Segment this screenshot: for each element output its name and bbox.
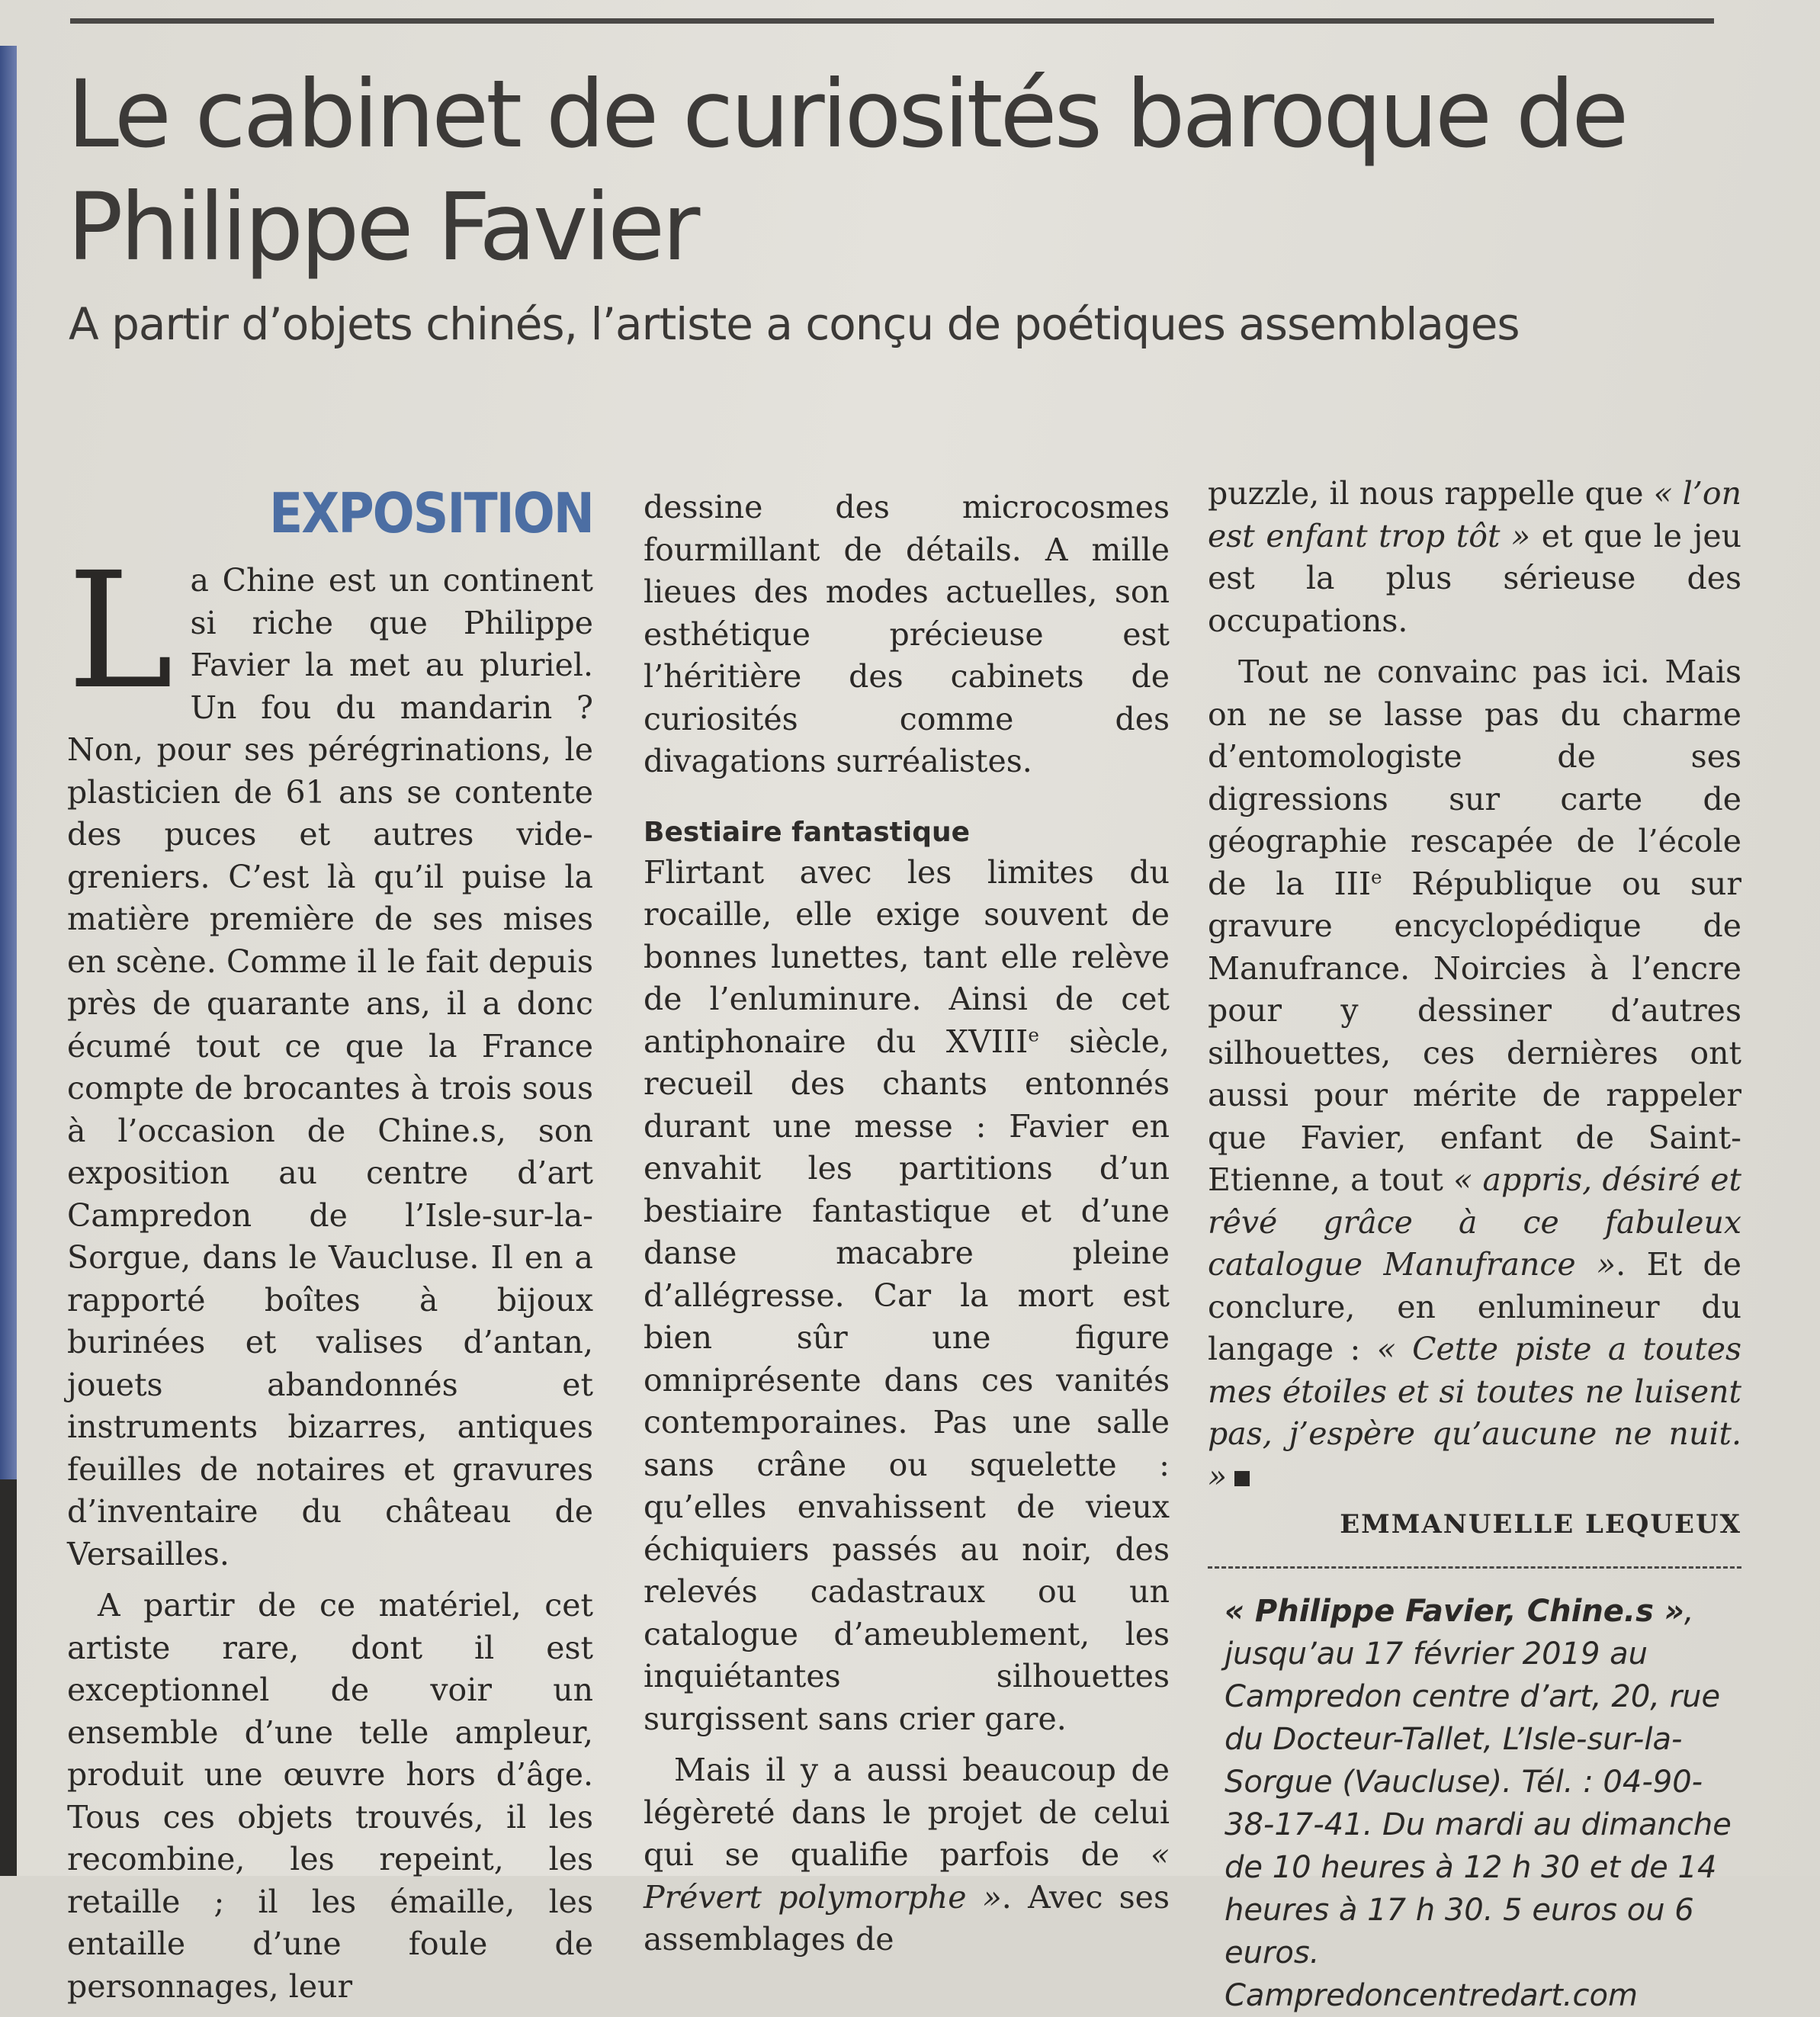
paragraph-text: Flirtant avec les limites du rocaille, elle exige souvent de bonnes lunettes, tant elle relève de l’enluminure. Ainsi de cet antiphonaire du XVIII bbox=[644, 853, 1170, 1060]
paragraph bbox=[1208, 651, 1741, 1498]
paragraph: dessine des microcosmes fourmillant de détails. A mille lieues des modes actuelles, son esthétique précieuse est l’héritière des cabinets de curiosités comme des divagations surréalistes. bbox=[644, 489, 1170, 779]
column-2 bbox=[644, 487, 1170, 1961]
column-1 bbox=[67, 480, 593, 2008]
byline: EMMANUELLE LEQUEUX bbox=[1340, 1509, 1741, 1540]
exhibition-info bbox=[1208, 1590, 1741, 2017]
lead-text: a Chine est un continent si riche que Philippe Favier la met au pluriel. Un fou du mandarin ? Non, pour ses pérégrinations, le plasticien de 61 ans se contente des puces et autres vide-greniers. C’est là qu’il puise la matière première de ses mises en scène. Comme il le fait depuis près de quarante ans, il a donc écumé tout ce que la France compte de brocantes à trois sous à l’occasion de Chine.s, son exposition au centre d’art Campredon de l’Isle-sur-la-Sorgue, dans le Vaucluse. Il en a rapporté boîtes à bijoux burinées et valises d’antan, jouets abandonnés et instruments bizarres, antiques feuilles de notaires et gravures d’inventaire du château de Versailles. bbox=[67, 562, 593, 1572]
paragraph-text: République ou sur gravure encyclopédique de Manufrance. Noircies à l’encre pour y dessiner d’autres silhouettes, ces dernières ont aussi pour mérite de rappeler que Favier, enfant de Saint-Etienne, a tout bbox=[1208, 865, 1742, 1198]
adjacent-page-shadow bbox=[0, 1479, 17, 1876]
paragraph bbox=[1208, 473, 1741, 642]
paragraph-text: . Et de conclure, en enlumineur du langage : bbox=[1208, 1246, 1742, 1367]
paragraph bbox=[644, 1749, 1170, 1961]
column-3 bbox=[1208, 473, 1741, 2017]
paragraph-text: puzzle, il nous rappelle que bbox=[1208, 475, 1654, 512]
end-of-article-mark bbox=[1234, 1471, 1250, 1486]
dashed-divider bbox=[1208, 1566, 1741, 1569]
top-rule bbox=[70, 18, 1714, 24]
paragraph-text: Mais il y a aussi beaucoup de légèreté dans le projet de celui qui se qualifie parfois de bbox=[644, 1752, 1170, 1873]
paragraph: A partir de ce matériel, cet artiste rare, dont il est exceptionnel de voir un ensemble d’une telle ampleur, produit une œuvre hors d’âge. Tous ces objets trouvés, il les recombine, les repeint, les retaille ; il les émaille, les entaille d’une foule de personnages, leur bbox=[67, 1587, 593, 2005]
adjacent-page-edge bbox=[0, 46, 17, 1479]
section-kicker: EXPOSITION bbox=[268, 481, 593, 545]
exhibition-details: , jusqu’au 17 février 2019 au Campredon centre d’art, 20, rue du Docteur-Tallet, L’Isle-sur-la-Sorgue (Vaucluse). Tél. : 04-90-38-17-41. Du mardi au dimanche de 10 heures à 12 h 30 et de 14 heures à 17 h 30. 5 euros ou 6 euros. Campredoncentredart.com bbox=[1225, 1593, 1732, 2013]
paragraph-text: et que le jeu est la plus sérieuse des occupations. bbox=[1208, 517, 1742, 639]
lead-paragraph bbox=[67, 538, 593, 1575]
headline: Le cabinet de curiosités baroque de Philippe Favier bbox=[67, 60, 1626, 281]
quote: « l’on est enfant trop tôt » bbox=[1208, 475, 1742, 554]
superscript: e bbox=[1028, 1023, 1039, 1045]
drop-cap: L bbox=[67, 538, 174, 724]
exhibition-title: « Philippe Favier, Chine.s » bbox=[1225, 1593, 1684, 1629]
subheading: Bestiaire fantastique bbox=[644, 816, 971, 848]
quote: « Prévert polymorphe » bbox=[644, 1836, 1170, 1916]
paragraph-text: Tout ne convainc pas ici. Mais on ne se lasse pas du charme d’entomologiste de ses digressions sur carte de géographie rescapée de l’école de la III bbox=[1208, 654, 1741, 902]
superscript: e bbox=[1371, 865, 1382, 888]
paragraph-text: . Avec ses assemblages de bbox=[644, 1878, 1170, 1958]
quote: « appris, désiré et rêvé grâce à ce fabuleux catalogue Manufrance » bbox=[1208, 1161, 1741, 1283]
quote: « Cette piste a toutes mes étoiles et si toutes ne luisent pas, j’espère qu’aucune ne nuit. » bbox=[1208, 1331, 1741, 1495]
paragraph-text: siècle, recueil des chants entonnés durant une messe : Favier en envahit les partitions d’un bestiaire fantastique et d’une danse macabre pleine d’allégresse. Car la mort est bien sûr une figure omniprésente dans ces vanités contemporaines. Pas une salle sans crâne ou squelette : qu’elles envahissent de vieux échiquiers passés au noir, des relevés cadastraux ou un catalogue d’ameublement, les inquiétantes silhouettes surgissent sans crier gare. bbox=[644, 1023, 1170, 1737]
subtitle: A partir d’objets chinés, l’artiste a conçu de poétiques assemblages bbox=[69, 298, 1520, 350]
paragraph bbox=[644, 852, 1170, 1741]
